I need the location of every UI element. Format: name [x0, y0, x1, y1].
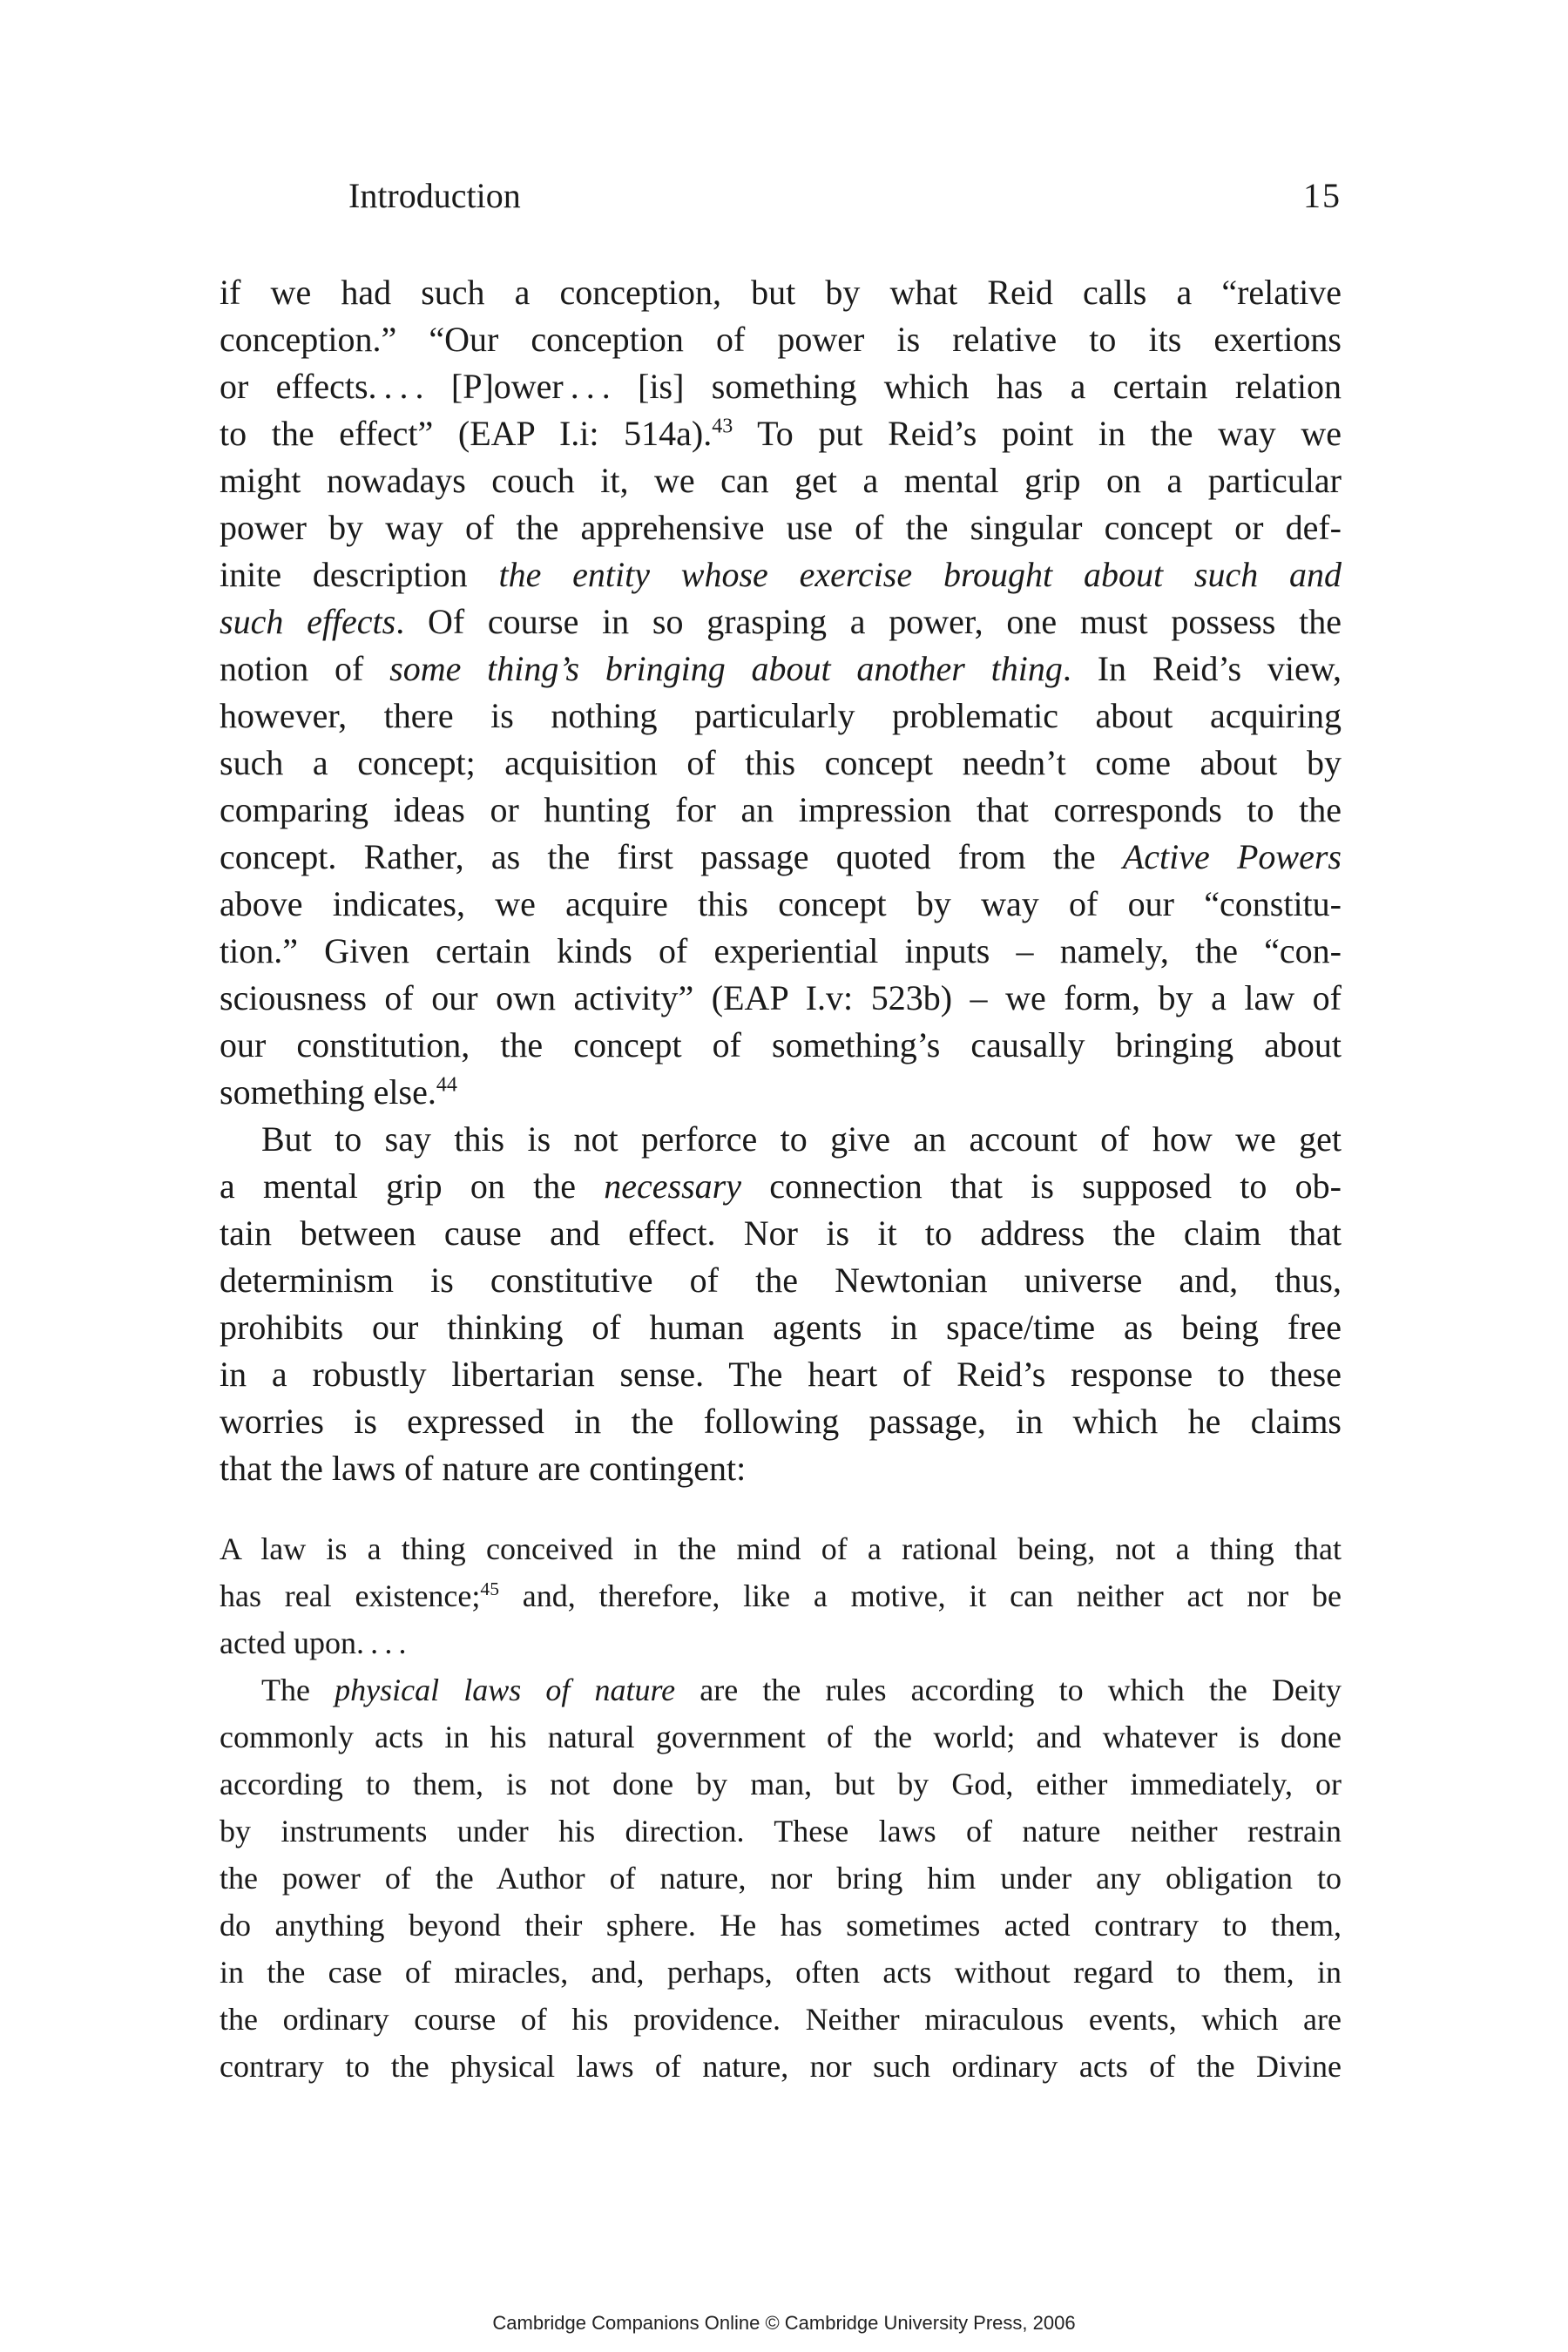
text-line [220, 1902, 1342, 1949]
body-text [220, 269, 1342, 1492]
text-run: if we had such a conception, but by what Reid calls a “relative [220, 273, 1342, 312]
text-run: and, therefore, like a motive, it can neither act nor be [498, 1578, 1342, 1613]
text-run: prohibits our thinking of human agents in space/time as being free [220, 1308, 1342, 1347]
text-run: A law is a thing conceived in the mind of a rational being, not a thing that [220, 1531, 1342, 1566]
page-number: 15 [1303, 176, 1342, 215]
footnote-ref: 45 [480, 1578, 499, 1600]
text-run: by instruments under his direction. These laws of nature neither restrain [220, 1814, 1342, 1848]
text-run: determinism is constitutive of the Newtonian universe and, thus, [220, 1260, 1342, 1300]
text-run: the power of the Author of nature, nor bring him under any obligation to [220, 1861, 1342, 1896]
text-run: has real existence; [220, 1578, 481, 1613]
text-run: above indicates, we acquire this concept by way of our “constitu- [220, 884, 1342, 923]
text-run: such a concept; acquisition of this concept needn’t come about by [220, 743, 1342, 782]
text-run: comparing ideas or hunting for an impression that corresponds to the [220, 790, 1342, 829]
text-line [220, 1666, 1342, 1713]
text-run: do anything beyond their sphere. He has sometimes acted contrary to them, [220, 1908, 1342, 1943]
text-line [220, 1445, 1342, 1492]
text-line [220, 457, 1342, 504]
running-head-title: Introduction [348, 176, 521, 215]
text-line [220, 1808, 1342, 1855]
text-run: To put Reid’s point in the way we [733, 414, 1342, 453]
text-line [220, 1116, 1342, 1163]
text-run: the ordinary course of his providence. Neither miraculous events, which are [220, 2002, 1342, 2037]
text-line [220, 1619, 1342, 1666]
text-run: power by way of the apprehensive use of the singular concept or def- [220, 508, 1342, 547]
text-run: that the laws of nature are contingent: [220, 1449, 747, 1488]
text-line [220, 1304, 1342, 1351]
text-run: or effects. . . . [P]ower . . . [is] something which has a certain relation [220, 367, 1342, 406]
text-line [220, 1949, 1342, 1996]
text-line [220, 316, 1342, 363]
italic-text: the entity whose exercise brought about such and [498, 555, 1342, 594]
text-run: inite description [220, 555, 499, 594]
text-run: notion of [220, 649, 390, 688]
text-run: in a robustly libertarian sense. The heart of Reid’s response to these [220, 1355, 1342, 1394]
text-run: The [261, 1673, 335, 1707]
text-line [220, 598, 1342, 645]
text-run: might nowadays couch it, we can get a mental grip on a particular [220, 461, 1342, 500]
italic-text: physical laws of nature [335, 1673, 676, 1707]
text-line [220, 2043, 1342, 2090]
text-run: But to say this is not perforce to give an account of how we get [261, 1119, 1342, 1159]
text-line [220, 1069, 1342, 1116]
text-line [220, 1713, 1342, 1761]
text-run: according to them, is not done by man, but by God, either immediately, or [220, 1767, 1342, 1801]
italic-text: necessary [604, 1166, 741, 1206]
text-run: in the case of miracles, and, perhaps, often acts without regard to them, in [220, 1955, 1342, 1990]
italic-text: some thing’s bringing about another thing [389, 649, 1063, 688]
text-run: contrary to the physical laws of nature, nor such ordinary acts of the Divine [220, 2049, 1342, 2084]
text-line [220, 1022, 1342, 1069]
text-run: connection that is supposed to ob- [740, 1166, 1342, 1206]
text-run: sciousness of our own activity” (EAP I.v: 523b) – we form, by a law of [220, 978, 1342, 1017]
text-line [220, 1996, 1342, 2043]
text-line [220, 693, 1342, 740]
text-line [220, 269, 1342, 316]
text-line [220, 1210, 1342, 1257]
text-line [220, 740, 1342, 787]
text-line [220, 363, 1342, 410]
text-line [220, 1855, 1342, 1902]
text-line [220, 928, 1342, 975]
text-run: our constitution, the concept of something’s causally bringing about [220, 1025, 1342, 1064]
block-quote [220, 1525, 1342, 2090]
text-run: . Of course in so grasping a power, one must possess the [395, 602, 1342, 641]
italic-text: Active Powers [1122, 837, 1342, 876]
text-line [220, 1257, 1342, 1304]
text-line [220, 1163, 1342, 1210]
text-run: concept. Rather, as the first passage quoted from the [220, 837, 1123, 876]
text-line [220, 881, 1342, 928]
text-run: something else. [220, 1072, 436, 1112]
text-run: however, there is nothing particularly problematic about acquiring [220, 696, 1342, 735]
text-run: conception.” “Our conception of power is relative to its exertions [220, 320, 1342, 359]
running-head [220, 172, 1342, 220]
text-run: commonly acts in his natural government of the world; and whatever is done [220, 1720, 1342, 1754]
footnote-ref: 44 [436, 1073, 457, 1097]
text-run: to the effect” (EAP I.i: 514a). [220, 414, 713, 453]
text-line [220, 1572, 1342, 1619]
text-run: acted upon. . . . [220, 1625, 407, 1660]
text-line [220, 645, 1342, 693]
text-line [220, 504, 1342, 551]
text-line [220, 787, 1342, 834]
text-run: tion.” Given certain kinds of experiential inputs – namely, the “con- [220, 931, 1342, 970]
text-run: worries is expressed in the following passage, in which he claims [220, 1402, 1342, 1441]
text-run: . In Reid’s view, [1062, 649, 1342, 688]
text-line [220, 1398, 1342, 1445]
text-run: tain between cause and effect. Nor is it to address the claim that [220, 1213, 1342, 1253]
text-run: a mental grip on the [220, 1166, 605, 1206]
footnote-ref: 43 [712, 415, 733, 438]
text-line [220, 1525, 1342, 1572]
text-line [220, 1761, 1342, 1808]
text-line [220, 975, 1342, 1022]
text-line [220, 410, 1342, 457]
text-line [220, 551, 1342, 598]
copyright-footer: Cambridge Companions Online © Cambridge University Press, 2006 [492, 2312, 1076, 2334]
italic-text: such effects [220, 602, 396, 641]
text-run: are the rules according to which the Deity [675, 1673, 1342, 1707]
text-line [220, 834, 1342, 881]
text-line [220, 1351, 1342, 1398]
